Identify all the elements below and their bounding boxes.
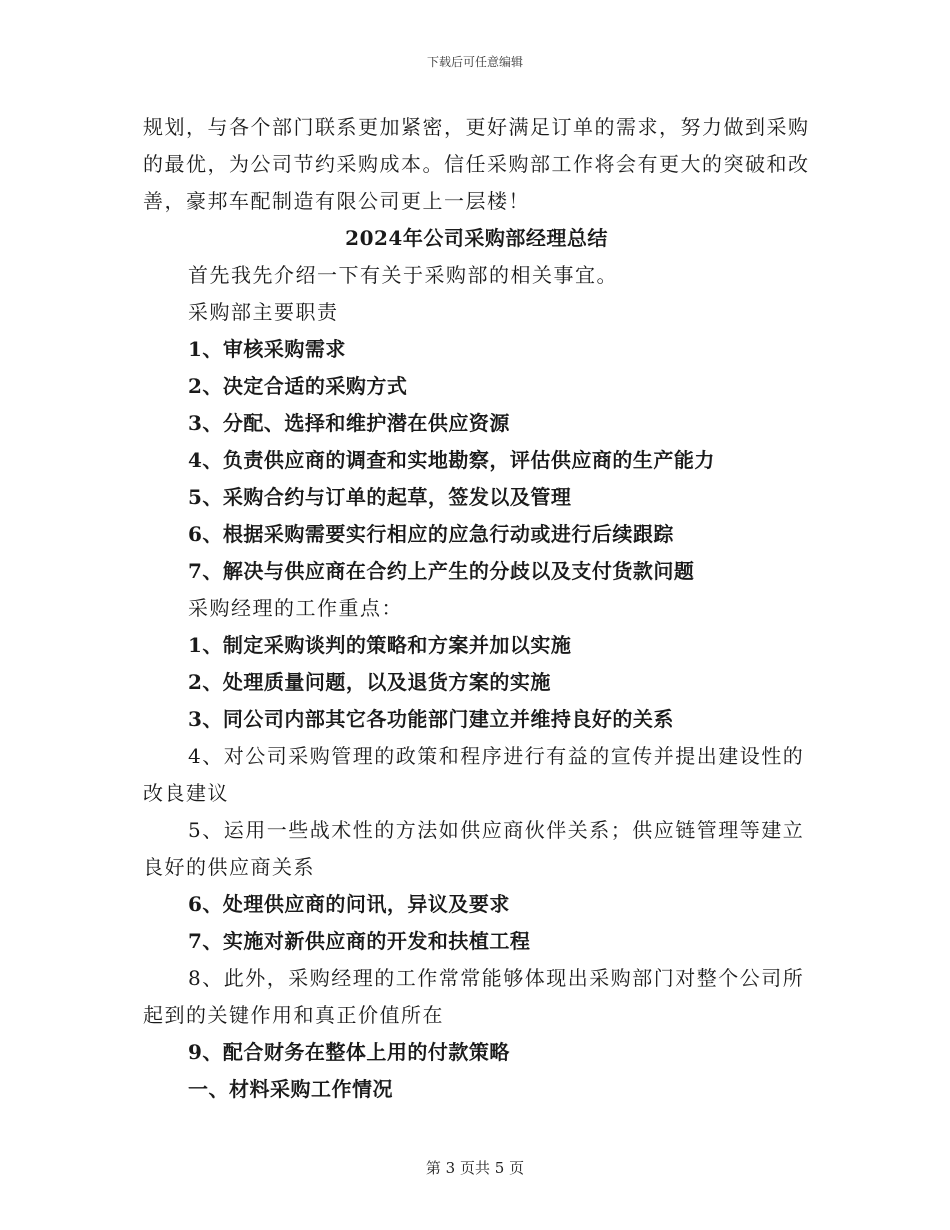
opening-line: 首先我先介绍一下有关于采购部的相关事宜。 [188,263,618,287]
duty-item: 2、决定合适的采购方式 [188,374,408,398]
duties-heading: 采购部主要职责 [188,300,339,324]
document-title: 2024年公司采购部经理总结 [345,226,608,250]
focus-item: 7、实施对新供应商的开发和扶植工程 [188,929,531,953]
duty-item: 4、负责供应商的调查和实地勘察，评估供应商的生产能力 [188,448,715,472]
focus-item: 1、制定采购谈判的策略和方案并加以实施 [188,633,572,657]
duty-item: 6、根据采购需要实行相应的应急行动或进行后续跟踪 [188,522,674,546]
section-heading: 一、材料采购工作情况 [188,1077,393,1101]
page-header: 下载后可任意编辑 [426,55,523,69]
focus-item: 8、此外，采购经理的工作常常能够体现出采购部门对整个公司所起到的关键作用和真正价值所在 [143,966,805,1027]
duty-item: 3、分配、选择和维护潜在供应资源 [188,411,510,435]
focus-item: 9、配合财务在整体上用的付款策略 [188,1040,510,1064]
focus-item: 5、运用一些战术性的方法如供应商伙伴关系；供应链管理等建立良好的供应商关系 [143,818,805,879]
document-body [143,109,810,1108]
focus-item: 3、同公司内部其它各功能部门建立并维持良好的关系 [188,707,674,731]
focus-heading: 采购经理的工作重点： [188,596,403,620]
focus-item: 2、处理质量问题，以及退货方案的实施 [188,670,551,694]
duty-item: 1、审核采购需求 [188,337,346,361]
focus-item: 6、处理供应商的问讯，异议及要求 [188,892,510,916]
intro-paragraph: 规划，与各个部门联系更加紧密，更好满足订单的需求，努力做到采购的最优，为公司节约采购成本。信任采购部工作将会有更大的突破和改善，豪邦车配制造有限公司更上一层楼！ [143,115,810,213]
duty-item: 7、解决与供应商在合约上产生的分歧以及支付货款问题 [188,559,695,583]
page-footer: 第 3 页共 5 页 [425,1159,525,1177]
focus-item: 4、对公司采购管理的政策和程序进行有益的宣传并提出建设性的改良建议 [143,744,805,805]
duty-item: 5、采购合约与订单的起草，签发以及管理 [188,485,572,509]
